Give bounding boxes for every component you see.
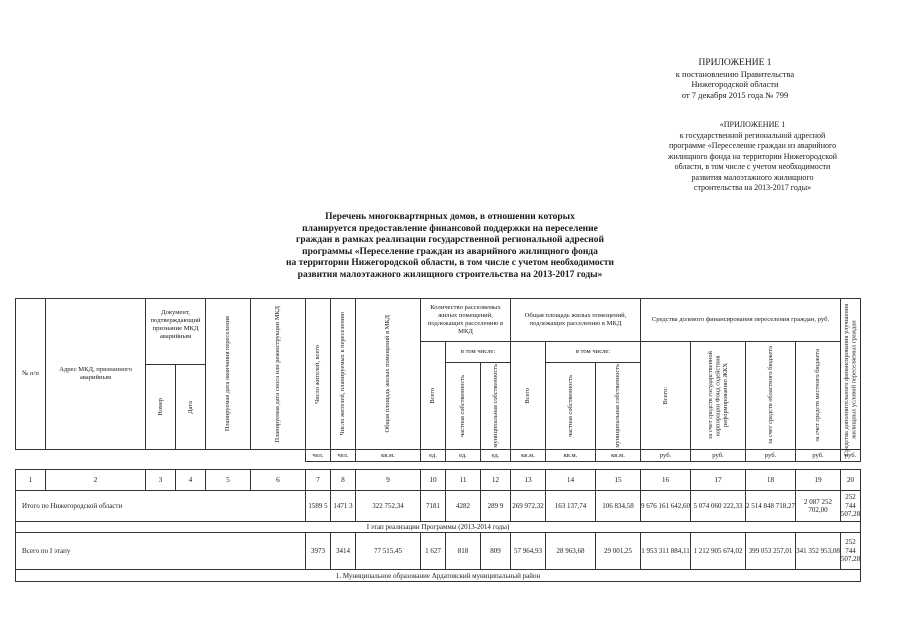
col-header-rooms-municipal: муниципальная собственность <box>480 362 511 450</box>
col-header-area-private: частная собственность <box>545 362 596 450</box>
col-number-cell: 10 <box>420 469 446 491</box>
municipality-header: 1. Муниципальное образование Ардатовский муниципальный район <box>15 569 861 582</box>
appendix-1-line: от 7 декабря 2015 года № 799 <box>681 89 789 100</box>
col-header-funds-group: Средства долевого финансирования переселения граждан, руб. <box>640 298 841 342</box>
stage-1-total-value: 399 053 257,01 <box>745 532 796 570</box>
appendix-2-line: развития малоэтажного жилищного <box>691 172 814 182</box>
total-region-value: 2 514 848 718,27 <box>745 490 796 522</box>
col-header-address: Адрес МКД, признанного аварийным <box>45 298 146 450</box>
unit-cell: кв.м. <box>545 449 596 462</box>
appendix-1-line: Нижегородской области <box>691 79 779 89</box>
total-region-value: 4282 <box>445 490 481 522</box>
stage-1-total-value: 77 515,45 <box>355 532 421 570</box>
title-line: программы «Переселение граждан из аварийного жилищного фонда <box>302 246 598 257</box>
total-region-value: 7181 <box>420 490 446 522</box>
unit-cell: руб. <box>690 449 746 462</box>
col-number-cell: 11 <box>445 469 481 491</box>
appendix-2-line: области, в том числе с учетом необходимости <box>674 162 831 171</box>
unit-cell: руб. <box>745 449 796 462</box>
total-region-value: 9 676 161 642,60 <box>640 490 691 522</box>
title-line: Перечень многоквартирных домов, в отношении которых <box>325 212 575 222</box>
col-number-cell: 18 <box>745 469 796 491</box>
unit-cell: ед. <box>445 449 481 462</box>
stage-1-total-value: 3414 <box>330 532 356 570</box>
col-header-rooms-incl: в том числе: <box>445 341 511 363</box>
unit-cell: кв.м. <box>595 449 641 462</box>
col-header-rooms-group: Количество расселяемых жилых помещений, подлежащих расселению в МКД <box>420 298 511 342</box>
col-number-cell: 7 <box>305 469 331 491</box>
total-region-value: 163 137,74 <box>545 490 596 522</box>
col-header-rooms-private: частная собственность <box>445 362 481 450</box>
col-header-resettlement-end: Планируемая дата окончания переселения <box>205 298 251 450</box>
col-header-funds-local: за счет средств местного бюджета <box>795 341 841 450</box>
stage-1-header: I этап реализации Программы (2013-2014 годы) <box>15 521 861 533</box>
col-number-cell: 5 <box>205 469 251 491</box>
appendix-2-line: к государственной региональной адресной <box>679 130 826 140</box>
col-header-funds-regional: за счет средств областного бюджета <box>745 341 796 450</box>
stage-1-total-value: 252 744 507,28 <box>840 532 861 570</box>
stage-1-total-value: 3973 <box>305 532 331 570</box>
col-header-area-incl: в том числе: <box>545 341 641 363</box>
col-number-cell: 14 <box>545 469 596 491</box>
unit-cell: чел. <box>305 449 331 462</box>
stage-1-total-value: 29 001,25 <box>595 532 641 570</box>
title-line: на территории Нижегородской области, в том числе с учетом необходимости <box>286 258 614 269</box>
stage-1-total-value: 1 627 <box>420 532 446 570</box>
total-region-value: 322 752,34 <box>355 490 421 522</box>
resettlement-table <box>15 298 861 638</box>
col-number-cell: 2 <box>45 469 146 491</box>
total-region-value: 106 834,58 <box>595 490 641 522</box>
title-line: планируется предоставление финансовой поддержки на переселение <box>302 223 598 234</box>
appendix-2-line: строительства на 2013-2017 годы» <box>693 183 812 192</box>
col-header-funds-fund: за счет средств государственной корпорации Фонд содействия реформированию ЖКХ <box>690 341 746 450</box>
col-header-doc-number: Номер <box>145 364 176 450</box>
appendix-1-header <box>640 58 830 100</box>
stage-1-total-label: Всего по I этапу <box>15 532 306 570</box>
unit-cell: руб. <box>840 449 861 462</box>
col-number-cell: 17 <box>690 469 746 491</box>
col-header-additional: Средства дополнительного финансирования улучшения жилищных условий переселяемых граждан <box>840 298 861 462</box>
appendix-2-header <box>630 120 875 194</box>
total-region-value: 2 087 252 702,00 <box>795 490 841 522</box>
total-region-value: 1471 3 <box>330 490 356 522</box>
unit-cell: руб. <box>795 449 841 462</box>
total-region-value: 1589 5 <box>305 490 331 522</box>
col-number-cell: 6 <box>250 469 306 491</box>
stage-1-total-value: 57 964,93 <box>510 532 546 570</box>
col-header-demolition-date: Планируемая дата сноса или реконструкции МКД <box>250 298 306 450</box>
unit-cell: кв.м. <box>510 449 546 462</box>
col-header-area-group: Общая площадь жилых помещений, подлежащих расселению в МКД <box>510 298 641 342</box>
col-header-residents-total: Число жителей, всего <box>305 298 331 450</box>
col-number-cell: 15 <box>595 469 641 491</box>
stage-1-total-value: 809 <box>480 532 511 570</box>
appendix-1-line: к постановлению Правительства <box>675 68 795 79</box>
col-header-area-municipal: муниципальная собственность <box>595 362 641 450</box>
col-header-funds-total: Всего: <box>640 341 691 450</box>
col-number-cell: 1 <box>15 469 46 491</box>
col-number-cell: 20 <box>840 469 861 491</box>
total-region-value: 289 9 <box>480 490 511 522</box>
total-region-label: Итого по Нижегородской области <box>15 490 306 522</box>
title-line: граждан в рамках реализации государственной региональной адресной <box>296 235 604 246</box>
appendix-1-title: ПРИЛОЖЕНИЕ 1 <box>698 58 772 68</box>
unit-cell: ед. <box>480 449 511 462</box>
unit-cell: кв.м. <box>355 449 421 462</box>
stage-1-total-value: 818 <box>445 532 481 570</box>
col-number-cell: 3 <box>145 469 176 491</box>
col-number-cell: 9 <box>355 469 421 491</box>
col-number-cell: 16 <box>640 469 691 491</box>
col-number-cell: 4 <box>175 469 206 491</box>
unit-cell: чел. <box>330 449 356 462</box>
col-header-residents-planned: Число жителей, планируемых к переселению <box>330 298 356 450</box>
stage-1-total-value: 1 212 905 674,02 <box>690 532 746 570</box>
col-header-rooms-total: Всего <box>420 341 446 450</box>
stage-1-total-value: 341 352 953,08 <box>795 532 841 570</box>
col-header-doc-date: Дата <box>175 364 206 450</box>
appendix-2-title: «ПРИЛОЖЕНИЕ 1 <box>719 120 786 129</box>
col-header-number: № п/п <box>15 298 46 450</box>
col-number-cell: 19 <box>795 469 841 491</box>
stage-1-total-value: 28 963,68 <box>545 532 596 570</box>
total-region-value: 5 074 060 222,33 <box>690 490 746 522</box>
unit-cell: ед. <box>420 449 446 462</box>
col-header-area-total: Общая площадь жилых помещений в МКД <box>355 298 421 450</box>
title-line: развития малоэтажного жилищного строительства на 2013-2017 годы» <box>297 269 603 280</box>
appendix-2-line: жилищного фонда на территории Нижегородской <box>667 151 838 161</box>
col-header-document: Документ, подтверждающий признание МКД аварийным <box>145 298 206 365</box>
total-region-value: 269 972,32 <box>510 490 546 522</box>
document-title <box>235 212 665 282</box>
col-number-cell: 8 <box>330 469 356 491</box>
col-number-cell: 12 <box>480 469 511 491</box>
stage-1-total-value: 1 953 311 884,11 <box>640 532 691 570</box>
col-header-area-subtotal: Всего <box>510 341 546 450</box>
appendix-2-line: программе «Переселение граждан из аварийного <box>668 141 837 150</box>
col-number-cell: 13 <box>510 469 546 491</box>
unit-cell: руб. <box>640 449 691 462</box>
total-region-value: 252 744 507,28 <box>840 490 861 522</box>
